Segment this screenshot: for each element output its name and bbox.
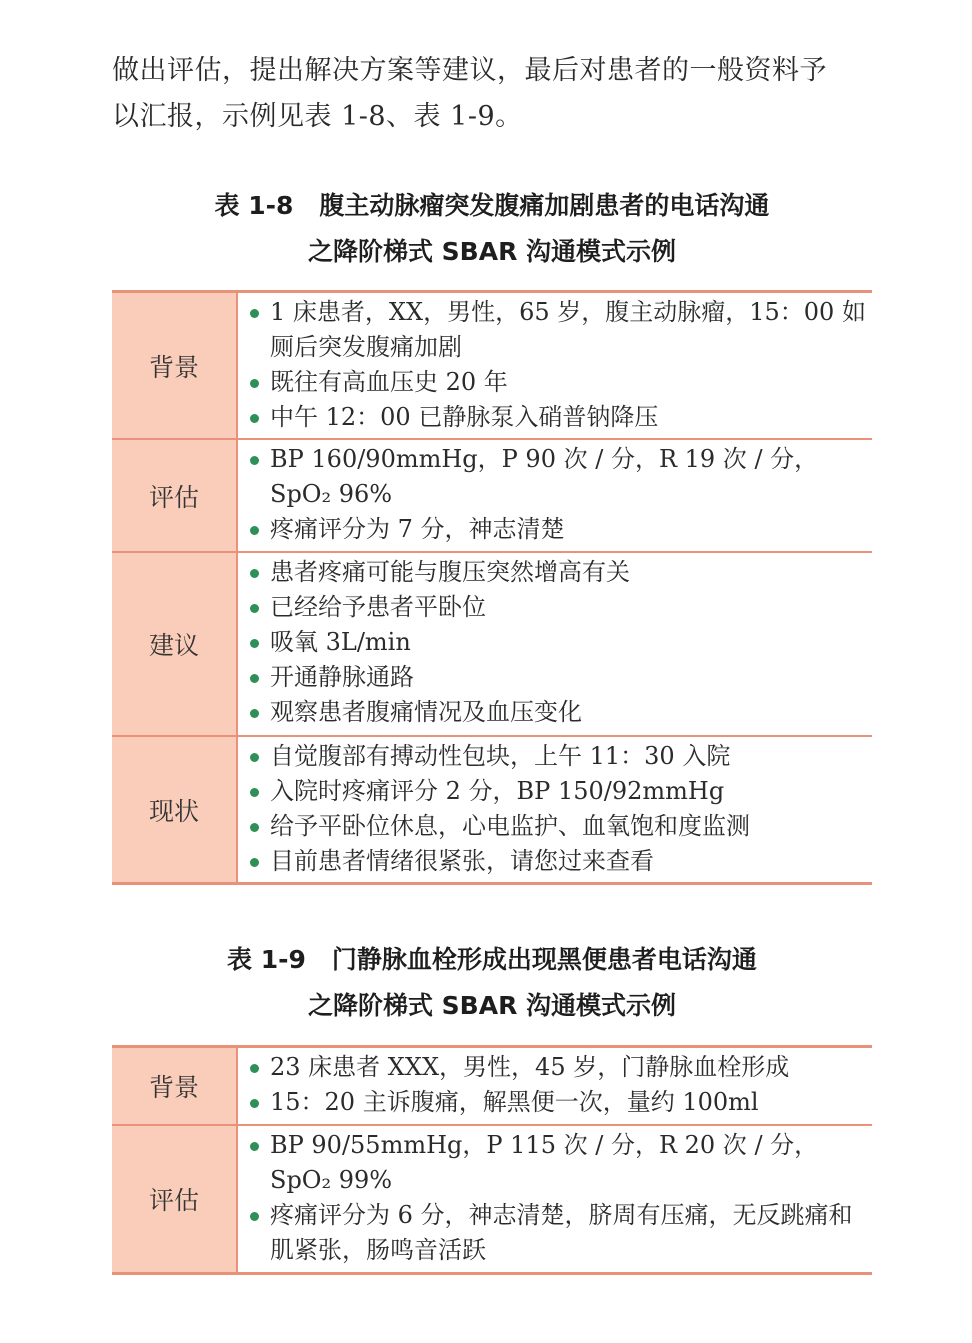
table-1-8-caption <box>112 183 872 275</box>
table-1-8-title-line-1: 腹主动脉瘤突发腹痛加剧患者的电话沟通 <box>319 191 770 220</box>
table-row <box>112 552 872 736</box>
list-item: 既往有高血压史 20 年 <box>248 365 866 400</box>
list-item: 目前患者情绪很紧张，请您过来查看 <box>248 844 866 879</box>
table-1-9-title-line-2: 之降阶梯式 SBAR 沟通模式示例 <box>307 991 677 1020</box>
table-1-8-title-line-2: 之降阶梯式 SBAR 沟通模式示例 <box>307 237 677 266</box>
row-content <box>237 1047 872 1126</box>
row-label-background: 背景 <box>112 1047 237 1126</box>
intro-line-2: 以汇报，示例见表 1-8、表 1-9。 <box>112 101 523 132</box>
list-item: BP 160/90mmHg，P 90 次 / 分，R 19 次 / 分，SpO₂ 96% <box>248 442 866 512</box>
list-item: 患者疼痛可能与腹压突然增高有关 <box>248 555 866 590</box>
table-1-9-title-line-1: 门静脉血栓形成出现黑便患者电话沟通 <box>331 945 757 974</box>
table-1-9-number: 表 1-9 <box>227 945 306 974</box>
row-content <box>237 439 872 552</box>
row-label-recommendation: 建议 <box>112 552 237 736</box>
row-label-background: 背景 <box>112 292 237 440</box>
row-label-assessment: 评估 <box>112 1125 237 1274</box>
table-1-9-caption <box>112 937 872 1029</box>
list-item: BP 90/55mmHg，P 115 次 / 分，R 20 次 / 分，SpO₂ 99% <box>248 1128 866 1198</box>
table-1-8-caption-line-1 <box>112 183 872 229</box>
table-row <box>112 1047 872 1126</box>
table-1-8-number: 表 1-8 <box>214 191 294 220</box>
row-label-assessment: 评估 <box>112 439 237 552</box>
list-item: 已经给予患者平卧位 <box>248 590 866 625</box>
list-item: 观察患者腹痛情况及血压变化 <box>248 695 866 730</box>
list-item: 吸氧 3L/min <box>248 625 866 660</box>
list-item: 入院时疼痛评分 2 分，BP 150/92mmHg <box>248 774 866 809</box>
list-item: 15：20 主诉腹痛，解黑便一次，量约 100ml <box>248 1085 866 1120</box>
table-1-8 <box>112 290 872 885</box>
table-row <box>112 439 872 552</box>
list-item: 疼痛评分为 7 分，神志清楚 <box>248 512 866 547</box>
row-content <box>237 292 872 440</box>
table-row <box>112 292 872 440</box>
row-content <box>237 1125 872 1274</box>
row-content <box>237 736 872 884</box>
list-item: 疼痛评分为 6 分，神志清楚，脐周有压痛，无反跳痛和肌紧张，肠鸣音活跃 <box>248 1198 866 1268</box>
table-row <box>112 1125 872 1274</box>
table-row <box>112 736 872 884</box>
list-item: 23 床患者 XXX，男性，45 岁，门静脉血栓形成 <box>248 1050 866 1085</box>
row-label-situation: 现状 <box>112 736 237 884</box>
list-item: 中午 12：00 已静脉泵入硝普钠降压 <box>248 400 866 435</box>
row-content <box>237 552 872 736</box>
table-1-9 <box>112 1045 872 1275</box>
list-item: 1 床患者，XX，男性，65 岁，腹主动脉瘤，15：00 如厕后突发腹痛加剧 <box>248 295 866 365</box>
intro-paragraph <box>112 48 882 140</box>
list-item: 给予平卧位休息，心电监护、血氧饱和度监测 <box>248 809 866 844</box>
list-item: 自觉腹部有搏动性包块，上午 11：30 入院 <box>248 739 866 774</box>
intro-line-1: 做出评估，提出解决方案等建议，最后对患者的一般资料予 <box>112 55 827 86</box>
table-1-9-caption-line-1 <box>112 937 872 983</box>
list-item: 开通静脉通路 <box>248 660 866 695</box>
